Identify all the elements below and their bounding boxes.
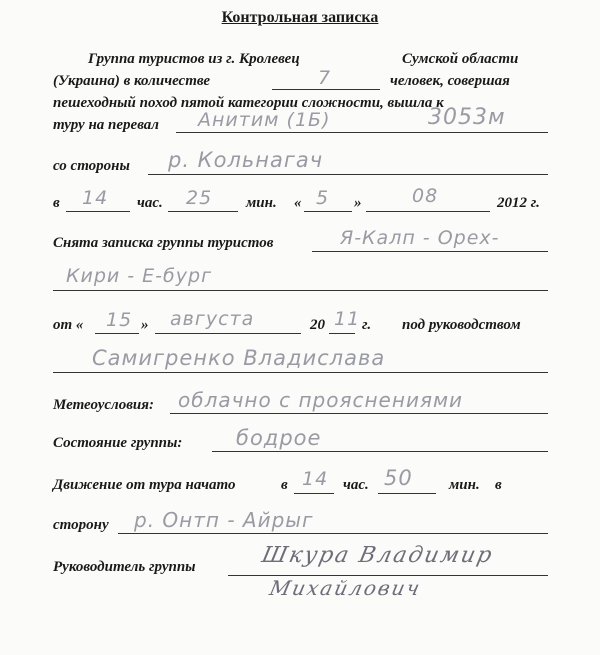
time-v-label: в xyxy=(53,195,60,211)
leader-by-label: под руководством xyxy=(402,317,521,333)
from-year-prefix: 20 xyxy=(310,317,325,333)
intro-line4: туру на перевал xyxy=(53,117,159,133)
removed-line2 xyxy=(53,290,548,291)
minute-line xyxy=(168,211,238,212)
from-day-line xyxy=(95,333,139,334)
intro-line1-a: Группа туристов из г. Кролевец xyxy=(88,51,300,67)
intro-line2-a: (Украина) в количестве xyxy=(53,73,211,89)
move-min-label: мин. xyxy=(449,477,480,493)
side-label: со стороны xyxy=(53,158,130,174)
side-line xyxy=(148,174,548,175)
count-value: 7 xyxy=(318,67,332,89)
from-label: от « xyxy=(53,317,84,333)
state-value: бодрое xyxy=(236,426,322,450)
minute-label: мин. xyxy=(246,195,277,211)
weather-line xyxy=(170,413,548,414)
pass-line xyxy=(176,132,548,133)
removed-value-2: Кири - Е-бург xyxy=(66,265,213,287)
side-value: р. Кольнагач xyxy=(168,148,324,172)
pass-height: 3053м xyxy=(428,105,506,130)
from-year-line xyxy=(329,333,355,334)
intro-line1-b: Сумской области xyxy=(402,51,519,67)
direction-line xyxy=(118,533,548,534)
leader-label: Руководитель группы xyxy=(53,559,196,575)
from-year-digits: 11 xyxy=(334,308,361,330)
month-value: 08 xyxy=(412,185,439,207)
intro-line3: пешеходный поход пятой категории сложности, вышла к xyxy=(53,95,444,111)
intro-line2-b: человек, совершая xyxy=(390,73,510,89)
movement-label: Движение от тура начато xyxy=(53,477,236,493)
from-day: 15 xyxy=(106,309,133,331)
movement-v: в xyxy=(281,477,288,493)
move-hour-label: час. xyxy=(343,477,369,493)
move-v2: в xyxy=(495,477,502,493)
move-min: 50 xyxy=(384,466,413,490)
day-quote-close: » xyxy=(354,195,362,211)
hour-label: час. xyxy=(137,195,163,211)
document-title: Контрольная записка xyxy=(221,9,379,26)
day-value: 5 xyxy=(316,187,330,209)
move-hour-line xyxy=(294,493,334,494)
move-min-line xyxy=(378,493,436,494)
leader-signature-2: Михайлович xyxy=(267,576,424,600)
from-quote-close: » xyxy=(141,317,149,333)
leader-name-line xyxy=(53,372,548,373)
day-line xyxy=(304,211,352,212)
weather-label: Метеоусловия: xyxy=(53,397,154,413)
direction-value: р. Онтп - Айрыг xyxy=(134,508,314,532)
weather-value: облачно с прояснениями xyxy=(178,388,464,412)
hour-line xyxy=(66,211,130,212)
day-quote-open: « xyxy=(294,195,302,211)
from-month: августа xyxy=(170,308,255,330)
state-line xyxy=(212,451,548,452)
pass-name: Анитим (1Б) xyxy=(198,109,331,131)
direction-label: сторону xyxy=(53,517,109,533)
year-label: 2012 г. xyxy=(497,195,540,211)
leader-signature-1: Шкура Владимир xyxy=(259,543,496,568)
hour-value: 14 xyxy=(82,187,109,209)
removed-line1 xyxy=(312,251,548,252)
from-year-g: г. xyxy=(362,317,372,333)
removed-label: Снята записка группы туристов xyxy=(53,235,274,251)
month-line xyxy=(366,211,490,212)
minute-value: 25 xyxy=(186,187,213,209)
state-label: Состояние группы: xyxy=(53,435,183,451)
leader-name: Самигренко Владислава xyxy=(92,346,386,370)
removed-value-1: Я-Калп - Орех- xyxy=(340,227,500,249)
count-line xyxy=(272,89,380,90)
from-month-line xyxy=(155,333,301,334)
move-hour: 14 xyxy=(302,468,329,490)
